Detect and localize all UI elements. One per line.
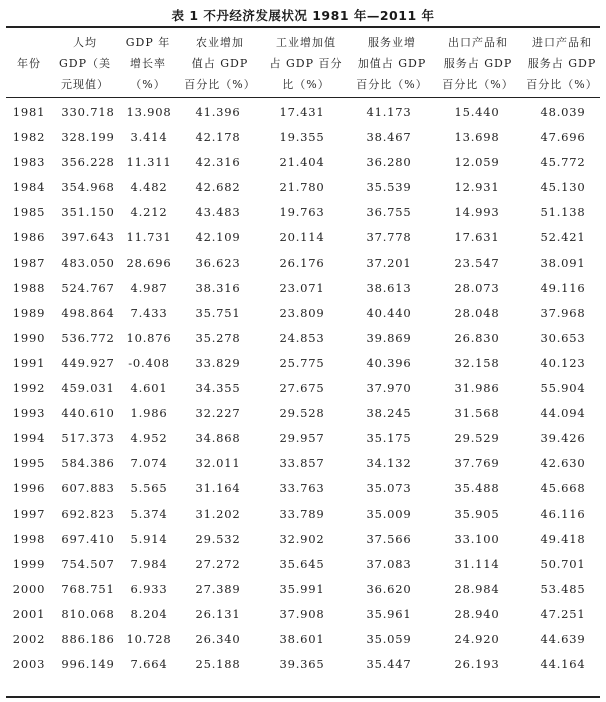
- cell-imports: 44.094: [540, 406, 586, 421]
- cell-gdp-growth: 10.728: [126, 631, 172, 646]
- cell-imports: 47.251: [540, 606, 586, 621]
- cell-imports: 45.772: [540, 155, 586, 170]
- cell-services: 39.869: [366, 330, 412, 345]
- cell-gdp-per-capita: 886.186: [61, 631, 115, 646]
- cell-industry: 35.991: [279, 581, 325, 596]
- cell-gdp-growth: 4.987: [130, 280, 168, 295]
- cell-exports: 31.568: [454, 406, 500, 421]
- bottom-rule: [6, 696, 600, 698]
- cell-imports: 42.630: [540, 456, 586, 471]
- cell-gdp-growth: 10.876: [126, 330, 172, 345]
- cell-industry: 21.404: [279, 155, 325, 170]
- table-row: [0, 301, 606, 326]
- cell-services: 36.620: [366, 581, 412, 596]
- cell-gdp-per-capita: 328.199: [61, 130, 115, 145]
- cell-gdp-per-capita: 351.150: [61, 205, 115, 220]
- cell-year: 1988: [12, 280, 46, 295]
- header-rule: [6, 97, 600, 98]
- cell-agriculture: 36.623: [195, 255, 241, 270]
- cell-imports: 40.123: [540, 355, 586, 370]
- table-row: [0, 627, 606, 652]
- cell-gdp-growth: 5.374: [130, 506, 168, 521]
- cell-agriculture: 42.178: [195, 130, 241, 145]
- cell-services: 35.539: [366, 180, 412, 195]
- table-row: [0, 326, 606, 351]
- cell-year: 1985: [12, 205, 46, 220]
- cell-year: 1981: [12, 105, 46, 119]
- cell-industry: 19.763: [279, 205, 325, 220]
- cell-agriculture: 27.389: [195, 581, 241, 596]
- cell-industry: 35.645: [279, 556, 325, 571]
- cell-gdp-growth: 4.482: [130, 180, 168, 195]
- cell-industry: 25.775: [279, 355, 325, 370]
- table-row: [0, 175, 606, 200]
- cell-services: 35.073: [366, 481, 412, 496]
- cell-year: 1999: [12, 556, 46, 571]
- cell-services: 41.173: [366, 105, 412, 119]
- cell-gdp-growth: 4.601: [130, 381, 168, 396]
- cell-agriculture: 31.202: [195, 506, 241, 521]
- cell-imports: 47.696: [540, 130, 586, 145]
- cell-agriculture: 32.227: [195, 406, 241, 421]
- cell-services: 37.083: [366, 556, 412, 571]
- top-rule: [6, 26, 600, 28]
- cell-gdp-per-capita: 440.610: [61, 406, 115, 421]
- cell-services: 35.009: [366, 506, 412, 521]
- cell-year: 1991: [12, 355, 46, 370]
- cell-exports: 28.048: [454, 305, 500, 320]
- cell-gdp-growth: 3.414: [130, 130, 168, 145]
- cell-imports: 44.639: [540, 631, 586, 646]
- cell-services: 38.245: [366, 406, 412, 421]
- cell-gdp-growth: 8.204: [130, 606, 168, 621]
- cell-gdp-growth: 1.986: [130, 406, 168, 421]
- cell-gdp-per-capita: 517.373: [61, 431, 115, 446]
- cell-gdp-growth: 6.933: [130, 581, 168, 596]
- cell-gdp-per-capita: 449.927: [61, 355, 115, 370]
- cell-imports: 49.418: [540, 531, 586, 546]
- cell-industry: 29.528: [279, 406, 325, 421]
- cell-imports: 39.426: [540, 431, 586, 446]
- cell-agriculture: 25.188: [195, 657, 241, 672]
- cell-gdp-per-capita: 483.050: [61, 255, 115, 270]
- cell-gdp-per-capita: 584.386: [61, 456, 115, 471]
- header-gdp-growth: GDP 年 增长率 （%）: [125, 35, 171, 91]
- cell-agriculture: 43.483: [195, 205, 241, 220]
- table-row: [0, 602, 606, 627]
- cell-industry: 26.176: [279, 255, 325, 270]
- table-row: [0, 426, 606, 451]
- cell-year: 1983: [12, 155, 46, 170]
- table-row: [0, 276, 606, 301]
- table-row: [0, 200, 606, 225]
- table-row: [0, 150, 606, 175]
- cell-imports: 53.485: [540, 581, 586, 596]
- cell-gdp-growth: 7.074: [130, 456, 168, 471]
- cell-agriculture: 41.396: [195, 105, 241, 119]
- cell-services: 37.566: [366, 531, 412, 546]
- cell-industry: 38.601: [279, 631, 325, 646]
- cell-imports: 49.116: [540, 280, 586, 295]
- cell-agriculture: 35.278: [195, 330, 241, 345]
- cell-industry: 33.763: [279, 481, 325, 496]
- cell-exports: 28.940: [454, 606, 500, 621]
- cell-exports: 31.986: [454, 381, 500, 396]
- cell-imports: 51.138: [540, 205, 586, 220]
- cell-services: 38.613: [366, 280, 412, 295]
- cell-gdp-per-capita: 536.772: [61, 330, 115, 345]
- cell-imports: 52.421: [540, 230, 586, 245]
- table-row: [0, 476, 606, 501]
- cell-year: 1987: [12, 255, 46, 270]
- cell-imports: 44.164: [540, 657, 586, 672]
- cell-year: 2001: [12, 606, 46, 621]
- cell-agriculture: 34.868: [195, 431, 241, 446]
- cell-exports: 12.059: [454, 155, 500, 170]
- cell-exports: 28.073: [454, 280, 500, 295]
- cell-year: 2002: [12, 631, 46, 646]
- cell-industry: 39.365: [279, 657, 325, 672]
- cell-industry: 20.114: [279, 230, 325, 245]
- cell-industry: 33.789: [279, 506, 325, 521]
- cell-exports: 14.993: [454, 205, 500, 220]
- cell-exports: 28.984: [454, 581, 500, 596]
- cell-exports: 33.100: [454, 531, 500, 546]
- cell-gdp-growth: 5.565: [130, 481, 168, 496]
- cell-imports: 55.904: [540, 381, 586, 396]
- cell-services: 35.447: [366, 657, 412, 672]
- header-industry-share: 工业增加值 占 GDP 百分 比（%）: [269, 35, 343, 91]
- cell-agriculture: 29.532: [195, 531, 241, 546]
- cell-year: 2000: [12, 581, 46, 596]
- cell-services: 34.132: [366, 456, 412, 471]
- cell-gdp-per-capita: 498.864: [61, 305, 115, 320]
- table-row: [0, 502, 606, 527]
- cell-imports: 48.039: [540, 105, 586, 119]
- cell-imports: 38.091: [540, 255, 586, 270]
- cell-gdp-per-capita: 397.643: [61, 230, 115, 245]
- table-row: [0, 376, 606, 401]
- cell-exports: 15.440: [454, 105, 500, 119]
- header-gdp-per-capita: 人均 GDP（美 元现值）: [58, 35, 111, 91]
- table-row: [0, 577, 606, 602]
- cell-gdp-per-capita: 996.149: [61, 657, 115, 672]
- table-row: [0, 125, 606, 150]
- cell-agriculture: 26.131: [195, 606, 241, 621]
- cell-services: 35.961: [366, 606, 412, 621]
- cell-year: 1982: [12, 130, 46, 145]
- table-row: [0, 251, 606, 276]
- cell-imports: 37.968: [540, 305, 586, 320]
- cell-agriculture: 31.164: [195, 481, 241, 496]
- cell-gdp-growth: 28.696: [126, 255, 172, 270]
- cell-year: 1990: [12, 330, 46, 345]
- cell-year: 1998: [12, 531, 46, 546]
- cell-services: 40.440: [366, 305, 412, 320]
- cell-gdp-growth: 4.952: [130, 431, 168, 446]
- cell-agriculture: 32.011: [195, 456, 241, 471]
- cell-agriculture: 42.316: [195, 155, 241, 170]
- cell-year: 1995: [12, 456, 46, 471]
- cell-agriculture: 38.316: [195, 280, 241, 295]
- cell-gdp-growth: -0.408: [128, 355, 170, 370]
- cell-exports: 35.488: [454, 481, 500, 496]
- cell-services: 36.280: [366, 155, 412, 170]
- cell-agriculture: 34.355: [195, 381, 241, 396]
- cell-exports: 17.631: [454, 230, 500, 245]
- cell-gdp-per-capita: 607.883: [61, 481, 115, 496]
- cell-agriculture: 42.109: [195, 230, 241, 245]
- cell-services: 38.467: [366, 130, 412, 145]
- cell-industry: 24.853: [279, 330, 325, 345]
- header-agriculture-share: 农业增加 值占 GDP 百分比（%）: [184, 35, 256, 91]
- cell-services: 37.778: [366, 230, 412, 245]
- cell-exports: 26.193: [454, 657, 500, 672]
- cell-services: 37.201: [366, 255, 412, 270]
- cell-agriculture: 42.682: [195, 180, 241, 195]
- cell-services: 40.396: [366, 355, 412, 370]
- table-row: [0, 552, 606, 577]
- header-services-share: 服务业增 加值占 GDP 百分比（%）: [356, 35, 428, 91]
- cell-imports: 45.668: [540, 481, 586, 496]
- cell-gdp-growth: 7.984: [130, 556, 168, 571]
- cell-industry: 27.675: [279, 381, 325, 396]
- cell-exports: 13.698: [454, 130, 500, 145]
- table-row: [0, 527, 606, 552]
- cell-exports: 29.529: [454, 431, 500, 446]
- cell-services: 37.970: [366, 381, 412, 396]
- table-body: [0, 100, 606, 677]
- cell-agriculture: 27.272: [195, 556, 241, 571]
- cell-agriculture: 35.751: [195, 305, 241, 320]
- cell-gdp-per-capita: 697.410: [61, 531, 115, 546]
- cell-year: 1993: [12, 406, 46, 421]
- cell-gdp-growth: 11.311: [126, 155, 172, 170]
- cell-industry: 23.071: [279, 280, 325, 295]
- table-row: [0, 451, 606, 476]
- cell-exports: 12.931: [454, 180, 500, 195]
- cell-industry: 32.902: [279, 531, 325, 546]
- cell-gdp-growth: 13.908: [126, 105, 172, 119]
- header-year: 年份: [17, 56, 41, 70]
- cell-services: 35.059: [366, 631, 412, 646]
- cell-imports: 30.653: [540, 330, 586, 345]
- cell-gdp-per-capita: 356.228: [61, 155, 115, 170]
- cell-exports: 24.920: [454, 631, 500, 646]
- cell-year: 1986: [12, 230, 46, 245]
- cell-gdp-per-capita: 810.068: [61, 606, 115, 621]
- cell-gdp-per-capita: 768.751: [61, 581, 115, 596]
- cell-gdp-per-capita: 524.767: [61, 280, 115, 295]
- cell-exports: 31.114: [454, 556, 500, 571]
- cell-exports: 37.769: [454, 456, 500, 471]
- cell-gdp-growth: 7.433: [130, 305, 168, 320]
- cell-year: 1997: [12, 506, 46, 521]
- cell-gdp-per-capita: 459.031: [61, 381, 115, 396]
- table-row: [0, 100, 606, 125]
- header-imports-share: 进口产品和 服务占 GDP 百分比（%）: [526, 35, 598, 91]
- cell-imports: 46.116: [540, 506, 586, 521]
- header-exports-share: 出口产品和 服务占 GDP 百分比（%）: [442, 35, 514, 91]
- cell-industry: 21.780: [279, 180, 325, 195]
- cell-gdp-per-capita: 692.823: [61, 506, 115, 521]
- cell-agriculture: 26.340: [195, 631, 241, 646]
- cell-year: 1984: [12, 180, 46, 195]
- cell-industry: 29.957: [279, 431, 325, 446]
- cell-year: 1996: [12, 481, 46, 496]
- cell-exports: 23.547: [454, 255, 500, 270]
- cell-industry: 17.431: [279, 105, 325, 119]
- cell-gdp-per-capita: 754.507: [61, 556, 115, 571]
- table-row: [0, 351, 606, 376]
- table-title: 表 1 不丹经济发展状况 1981 年—2011 年: [171, 8, 435, 23]
- cell-gdp-growth: 11.731: [126, 230, 172, 245]
- cell-gdp-growth: 4.212: [130, 205, 168, 220]
- cell-year: 1989: [12, 305, 46, 320]
- cell-gdp-growth: 7.664: [130, 657, 168, 672]
- cell-agriculture: 33.829: [195, 355, 241, 370]
- cell-gdp-growth: 5.914: [130, 531, 168, 546]
- cell-services: 36.755: [366, 205, 412, 220]
- table-row: [0, 225, 606, 250]
- cell-imports: 50.701: [540, 556, 586, 571]
- cell-year: 2003: [12, 657, 46, 672]
- cell-industry: 23.809: [279, 305, 325, 320]
- cell-gdp-per-capita: 330.718: [61, 105, 115, 119]
- cell-services: 35.175: [366, 431, 412, 446]
- cell-imports: 45.130: [540, 180, 586, 195]
- cell-gdp-per-capita: 354.968: [61, 180, 115, 195]
- cell-exports: 35.905: [454, 506, 500, 521]
- table-row: [0, 652, 606, 677]
- cell-industry: 37.908: [279, 606, 325, 621]
- cell-year: 1992: [12, 381, 46, 396]
- cell-exports: 26.830: [454, 330, 500, 345]
- cell-exports: 32.158: [454, 355, 500, 370]
- table-row: [0, 401, 606, 426]
- cell-industry: 19.355: [279, 130, 325, 145]
- cell-industry: 33.857: [279, 456, 325, 471]
- cell-year: 1994: [12, 431, 46, 446]
